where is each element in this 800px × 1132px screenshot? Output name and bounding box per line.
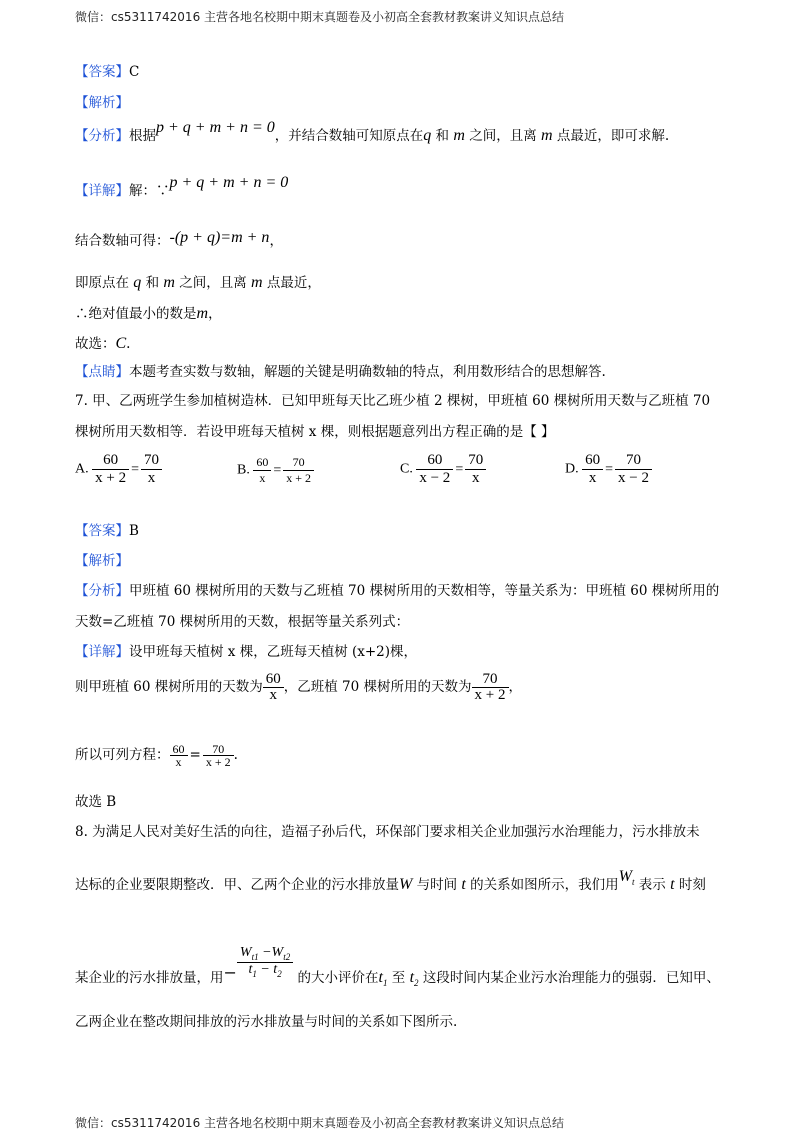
t-sub: t [632, 877, 635, 888]
answer-tag: 【答案】 [75, 523, 129, 539]
denominator: x [471, 470, 480, 486]
combine-text: 结合数轴可得： [75, 233, 170, 249]
denominator: x [147, 470, 156, 486]
var-w: W [399, 876, 413, 893]
stem-2b: 与时间 [412, 877, 462, 893]
q8-stem-1: 8. 为满足人民对美好生活的向往，造福子孙后代，环保部门要求相关企业加强污水治理能力，污水排放未 [75, 824, 700, 840]
numerator: 70 [465, 452, 486, 470]
q7-choose: 故选 B [75, 794, 117, 810]
fraction [203, 743, 234, 768]
denominator: x + 2 [205, 755, 231, 769]
denominator: x − 2 [618, 470, 649, 486]
choose-text: 故选： [75, 336, 116, 352]
numerator: 70 [283, 455, 314, 471]
he: 和 [431, 128, 454, 144]
days-end: ， [508, 679, 522, 695]
numerator: 60 [582, 452, 603, 470]
answer-value: C [129, 64, 140, 80]
denominator: x + 2 [474, 687, 506, 703]
numerator [237, 946, 293, 963]
analysis-post: ，并结合数轴可知原点在 [274, 128, 424, 144]
equals-sign: = [189, 746, 201, 763]
var-m2: m [541, 127, 553, 144]
stem-3c: 至 [387, 969, 410, 986]
numerator: 70 [615, 452, 652, 470]
q6-combine [75, 229, 283, 249]
numerator: 60 [263, 672, 284, 688]
var-q3: q [133, 274, 142, 291]
option-d [565, 452, 652, 487]
fraction [253, 455, 271, 486]
fraction [283, 455, 314, 486]
equals-sign: = [455, 461, 464, 477]
fraction [141, 452, 162, 487]
fraction [92, 452, 129, 487]
denominator: x [259, 471, 266, 485]
option-label: A. [75, 461, 89, 477]
therefore-text: ∴绝对值最小的数是 [75, 306, 197, 322]
days-b-text: ，乙班植 70 棵树所用的天数为 [283, 679, 472, 695]
therefore-end: ， [208, 306, 222, 322]
minus-sign: − [223, 962, 237, 982]
option-label: C. [400, 461, 413, 477]
denominator: x + 2 [286, 471, 312, 485]
numerator: 70 [141, 452, 162, 470]
q6-origin-line [75, 275, 321, 291]
var-t2: t [670, 876, 675, 893]
fraction [472, 672, 509, 703]
two: 2 [277, 968, 282, 979]
eq2-comma: ， [269, 233, 283, 249]
q7-detail [75, 646, 417, 660]
t: t [283, 951, 286, 962]
var-m: m [453, 127, 465, 144]
stem-2e: 时刻 [674, 877, 706, 893]
w2-sub [283, 952, 290, 962]
one: 1 [252, 968, 257, 979]
analysis-tag: 【分析】 [75, 583, 129, 599]
detail-tag: 【详解】 [75, 183, 129, 199]
one: 1 [382, 977, 388, 988]
answer-tag: 【答案】 [75, 64, 129, 80]
fraction [263, 672, 284, 703]
stem-3a: 某企业的污水排放量，用 [75, 969, 224, 986]
t2-var [410, 969, 419, 986]
q8-stem-2 [75, 868, 706, 895]
detail-text: 设甲班每天植树 x 棵，乙班每天植树 (x+2)棵， [129, 644, 418, 660]
q6-comment [75, 366, 606, 380]
analysis-text: 甲班植 60 棵树所用的天数与乙班植 70 棵树所用的天数相等，等量关系为：甲班植 60 棵树所用的 [129, 583, 720, 599]
q6-analysis [75, 119, 670, 144]
var-m4: m [251, 274, 263, 291]
w1-sub [252, 952, 259, 962]
denominator: x [175, 755, 182, 769]
fraction [416, 452, 453, 487]
numerator: 60 [170, 743, 188, 756]
q7-stem-1: 7. 甲、乙两班学生参加植树造林．已知甲班每天比乙班少植 2 棵树，甲班植 60 棵树所用天数与乙班植 70 [75, 393, 711, 409]
numerator: 70 [203, 743, 234, 756]
equals-sign: = [131, 461, 139, 477]
var-m3: m [163, 274, 175, 291]
var-t: t [461, 876, 466, 893]
detail-pre: 解：∵ [129, 183, 170, 199]
q8-stem-4: 乙两企业在整改期间排放的污水排放量与时间的关系如下图所示. [75, 1014, 458, 1030]
analysis-post3: 点最近，即可求解. [552, 128, 670, 144]
choose-end: . [126, 336, 131, 352]
q6-detail [75, 174, 289, 199]
fraction [582, 452, 603, 487]
option-b [237, 455, 314, 486]
w-letter: W [618, 868, 632, 885]
q6-choose [75, 336, 130, 352]
stem-3d: 这段时间内某企业污水治理能力的强弱．已知甲、 [418, 969, 720, 986]
var-m5: m [196, 305, 209, 322]
q7-stem-2: 棵树所用天数相等．若设甲班每天植树 x 棵，则根据题意列出方程正确的是【 】 [75, 424, 555, 440]
stem-3b: 的大小评价在 [293, 969, 379, 986]
denominator: x + 2 [95, 470, 127, 486]
days-a-text: 则甲班植 60 棵树所用的天数为 [75, 679, 263, 695]
var-q: q [423, 127, 432, 144]
option-a [75, 452, 162, 487]
minus: − [260, 961, 270, 977]
t: t [378, 968, 383, 986]
denominator: x [588, 470, 597, 486]
comment-text: 本题考查实数与数轴，解题的关键是明确数轴的特点，利用数形结合的思想解答. [129, 364, 606, 380]
origin-1: 即原点在 [75, 275, 134, 291]
analysis-tag: 【分析】 [75, 128, 129, 144]
list-eq-text: 所以可列方程： [75, 747, 170, 763]
t2: t [273, 961, 278, 977]
fraction [465, 452, 486, 487]
denominator: x − 2 [419, 470, 451, 486]
eval-fraction [237, 946, 293, 979]
analysis-post2: 之间，且离 [464, 128, 541, 144]
q8-stem-3 [75, 940, 720, 988]
var-wt [618, 868, 635, 888]
fraction [615, 452, 652, 487]
q7-jiexi-tag: 【解析】 [75, 553, 129, 569]
origin-2: 和 [141, 275, 164, 291]
eq2: -(p + q)=m + n [169, 229, 270, 246]
minus: − [262, 945, 272, 960]
two: 2 [414, 977, 419, 988]
numerator: 60 [416, 452, 453, 470]
one: 1 [254, 951, 259, 962]
w2: W [271, 945, 284, 960]
q7-days-line [75, 672, 522, 703]
equals-sign: = [273, 462, 282, 478]
option-label: D. [565, 461, 579, 477]
q7-answer [75, 525, 139, 539]
numerator: 60 [92, 452, 129, 470]
w1: W [239, 945, 252, 960]
analysis-pre: 根据 [129, 128, 156, 144]
q7-list-eq [75, 743, 238, 768]
numerator: 70 [472, 672, 509, 688]
page-header: 微信：cs5311742016 主营各地名校期中期末真题卷及小初高全套教材教案讲义知识点总结 [75, 10, 565, 24]
q7-analysis-1 [75, 585, 719, 599]
q6-answer [75, 66, 139, 80]
page-footer: 微信：cs5311742016 主营各地名校期中期末真题卷及小初高全套教材教案讲义知识点总结 [75, 1116, 565, 1130]
equals-sign: = [605, 461, 614, 477]
stem-2d: 表示 [634, 877, 671, 893]
t1: t [248, 961, 253, 977]
t: t [251, 951, 255, 962]
numerator: 60 [253, 455, 271, 471]
fraction [170, 743, 188, 768]
option-label: B. [237, 462, 250, 478]
two: 2 [285, 951, 291, 962]
denominator: x [269, 687, 278, 703]
origin-4: 点最近， [262, 275, 321, 291]
q6-jiexi-tag: 【解析】 [75, 95, 129, 111]
q7-analysis-2: 天数=乙班植 70 棵树所用的天数，根据等量关系列式： [75, 614, 410, 630]
choose-val: C [115, 335, 127, 352]
denominator [237, 963, 293, 979]
list-end: . [233, 747, 238, 763]
stem-2c: 的关系如图所示，我们用 [465, 877, 619, 893]
eq-sum: p + q + m + n = 0 [156, 119, 275, 136]
eq-sum-2: p + q + m + n = 0 [169, 174, 289, 191]
stem-2a: 达标的企业要限期整改．甲、乙两个企业的污水排放量 [75, 877, 399, 893]
t: t [409, 968, 415, 986]
detail-tag: 【详解】 [75, 644, 129, 660]
comment-tag: 【点睛】 [75, 364, 129, 380]
q6-therefore [75, 306, 222, 322]
answer-value: B [129, 523, 139, 539]
option-c [400, 452, 486, 487]
origin-3: 之间，且离 [174, 275, 252, 291]
